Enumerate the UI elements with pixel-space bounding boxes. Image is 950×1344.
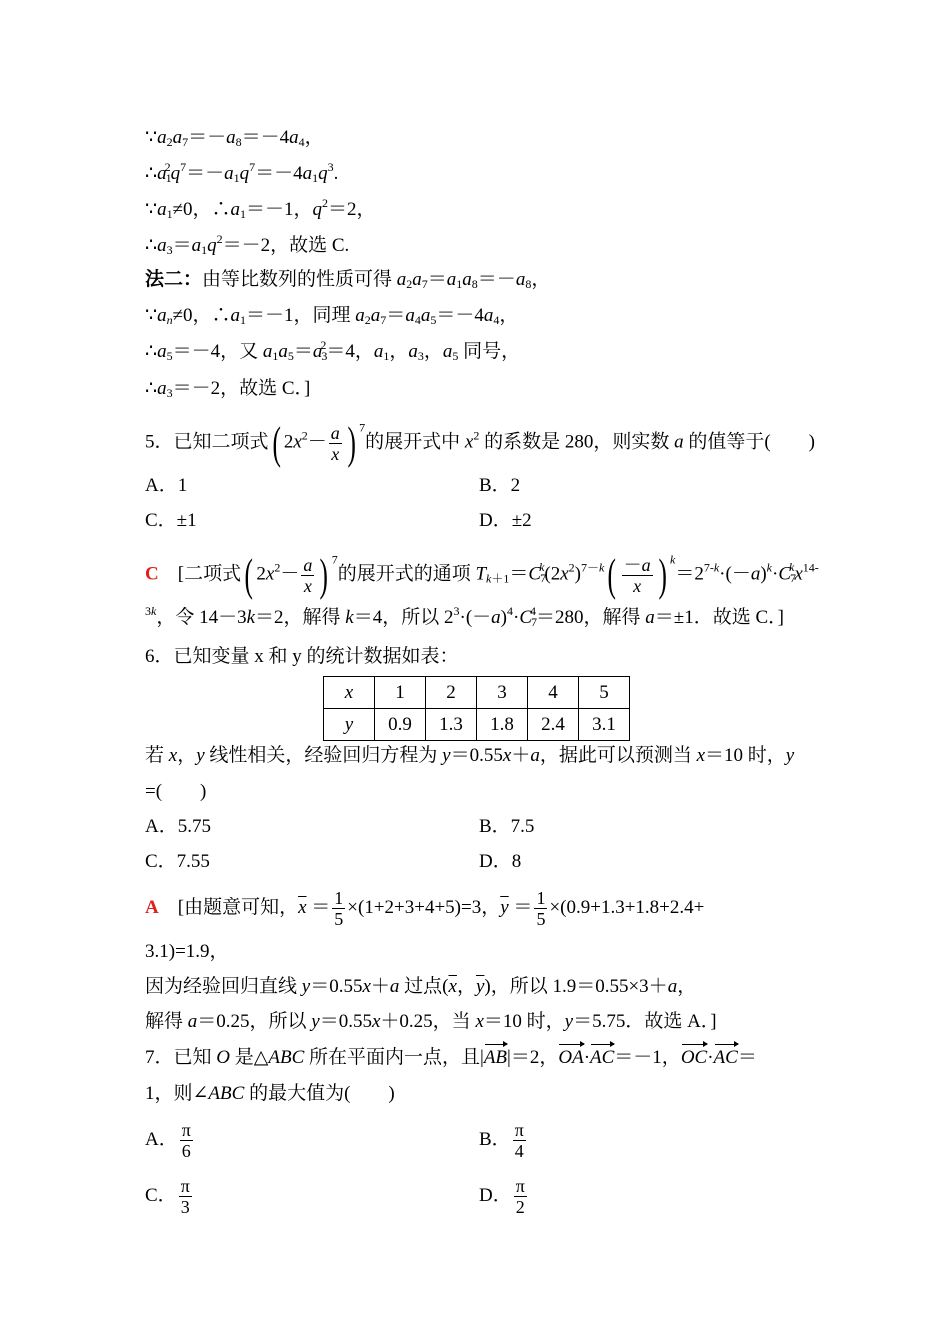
q7-option-a[interactable]: A． $\frac{\pi}{6}$	[145, 1120, 191, 1162]
solution-line-7: $\therefore a_5=-4$，又 $a_1a_5=a_3^2=4$，$a_1$，$a_3$，$a_5$ 同号，	[145, 338, 521, 363]
q5-option-c[interactable]: C．±1	[145, 510, 197, 531]
table-cell: 1	[375, 677, 426, 709]
table-row	[324, 709, 630, 741]
solution-line-2: $\therefore a_1^2q^7=-a_1q^7=-4a_1q^3$.	[145, 160, 339, 185]
q5-option-b[interactable]: B．2	[479, 475, 521, 496]
table-cell: 2.4	[528, 709, 579, 741]
question-5-stem: 5．已知二项式( $2x^2-$ $\frac{a}{x}$ ) $^7$的展开式中 $x^2$ 的系数是 280，则实数 a 的值等于( )	[145, 417, 815, 468]
question-7-stem-2: 1，则∠ABC 的最大值为( )	[145, 1083, 395, 1104]
table-cell: 1.8	[477, 709, 528, 741]
table-cell: 0.9	[375, 709, 426, 741]
table-row	[324, 677, 630, 709]
question-6-stem-3: =( )	[145, 781, 207, 802]
table-cell: 5	[579, 677, 630, 709]
table-cell: 2	[426, 677, 477, 709]
table-cell: 3.1	[579, 709, 630, 741]
q7-option-d[interactable]: D． $\frac{\pi}{2}$	[479, 1176, 525, 1218]
q5-solution-line-2: $^{3k}$，令 14－3k＝2，解得 k＝4，所以 $2^3\cdot(-a)^4\cdot C_7^4=280$，解得 a＝±1．故选 C．]	[145, 604, 784, 629]
table-cell: 3	[477, 677, 528, 709]
solution-line-3: $\because a_1\ne 0$，$\therefore a_1=-1$，$q^2=2$，	[145, 196, 376, 221]
table-cell: 4	[528, 677, 579, 709]
q7-option-c[interactable]: C． $\frac{\pi}{3}$	[145, 1176, 190, 1218]
q5-option-d[interactable]: D．±2	[479, 510, 532, 531]
table-header-x: x	[324, 677, 375, 709]
solution-line-5: 法二：由等比数列的性质可得 $a_2a_7=a_1a_8=-a_8$，	[145, 269, 551, 291]
question-7-stem-1: 7．已知 O 是△ABC 所在平面内一点，且|AB|＝2，OA·AC＝－1，OC·AC＝	[145, 1047, 757, 1068]
q5-answer: C	[145, 563, 159, 585]
q6-option-a[interactable]: A．5.75	[145, 816, 211, 837]
solution-line-8: $\therefore a_3=-2$，故选 C．]	[145, 378, 311, 400]
q6-option-b[interactable]: B．7.5	[479, 816, 535, 837]
solution-line-4: $\therefore a_3=a_1q^2=-2$，故选 C.	[145, 232, 350, 257]
question-6-stem: 6．已知变量 x 和 y 的统计数据如表：	[145, 646, 459, 667]
question-6-stem-2: 若 x，y 线性相关，经验回归方程为 y＝0.55x＋a，据此可以预测当 x＝10 时，y	[145, 745, 795, 766]
q6-solution-line-3: 因为经验回归直线 y＝0.55x＋a 过点($\overline{x}$，$\overline{y}$)，所以 1.9＝0.55×3＋a，	[145, 976, 697, 997]
q6-answer: A	[145, 897, 159, 918]
solution-line-1: $\because a_2a_7=-a_8=-4a_4$，	[145, 127, 324, 149]
q6-solution-line-1: A [由题意可知，$\overline{x}$ ＝ $\frac{1}{5}$ ×(1+2+3+4+5)=3，$\overline{y}$ ＝ $\frac{1}{5}$ ×(0.9+1.3+1.8+2.4+	[145, 888, 705, 930]
method-two-label: 法二：	[145, 269, 203, 290]
table-cell: 1.3	[426, 709, 477, 741]
q6-solution-line-2: 3.1)=1.9，	[145, 941, 229, 962]
q6-option-c[interactable]: C．7.55	[145, 851, 210, 872]
statistics-table	[323, 676, 630, 741]
table-header-y: y	[324, 709, 375, 741]
q6-solution-line-4: 解得 a＝0.25，所以 y＝0.55x＋0.25，当 x＝10 时，y＝5.75．故选 A．]	[145, 1011, 717, 1032]
q6-option-d[interactable]: D．8	[479, 851, 522, 872]
q7-option-b[interactable]: B． $\frac{\pi}{4}$	[479, 1120, 524, 1162]
q5-solution-line-1: C [二项式( $2x^2-$ $\frac{a}{x}$ ) $^7$的展开式的通项 $T_{k+1}=C_7^k(2x^2)^{7-k}$( $\frac{-a}{x}$ ) $^k=2^{7-k}\cdot(-a)^k\cdot C_7^kx^{14-}$	[145, 549, 819, 600]
q5-option-a[interactable]: A．1	[145, 475, 188, 496]
solution-line-6: $\because a_n\ne 0$，$\therefore a_1=-1$，同理 $a_2a_7=a_4a_5=-4a_4$，	[145, 305, 519, 327]
